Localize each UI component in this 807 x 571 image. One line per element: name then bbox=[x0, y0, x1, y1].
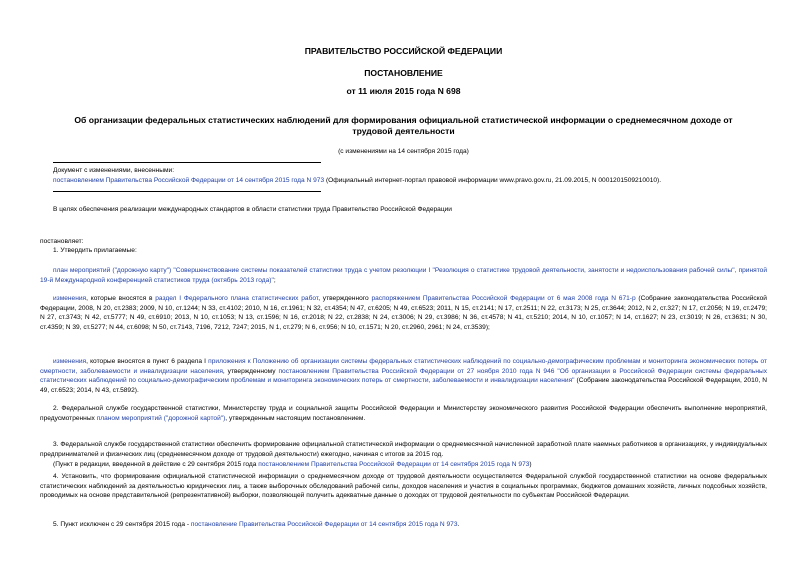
paragraph-1-intro: 1. Утвердить прилагаемые: bbox=[53, 247, 137, 254]
paragraph-1a bbox=[40, 266, 767, 285]
divider-top bbox=[53, 162, 321, 163]
paragraph-1b bbox=[40, 294, 767, 332]
paragraph-5-text: 5. Пункт исключен с 29 сентября 2015 года - bbox=[53, 521, 191, 528]
paragraph-3-note bbox=[53, 460, 767, 470]
decrees-word: постановляет: bbox=[40, 238, 84, 245]
order-671-link[interactable]: распоряжением Правительства Российской Федерации от 6 мая 2008 года N 671-р bbox=[371, 295, 636, 302]
paragraph-3-note-end: ) bbox=[529, 461, 532, 468]
paragraph-1c-t3: (Собрание законодательства Российской Федерации, 2010, N 49, ст.6523; 2014, N 43, ст.5892). bbox=[40, 377, 768, 394]
paragraph-1c-t2: , утвержденному bbox=[222, 367, 279, 375]
document-title: Об организации федеральных статистических наблюдений для формирования официальной статистической информации о среднемесячном доходе от трудовой деятельности bbox=[74, 115, 733, 136]
paragraph-1b-t1: , которые вносятся в bbox=[86, 295, 156, 302]
paragraph-2 bbox=[40, 404, 767, 423]
decree-946-link[interactable]: постановлением Правительства Российской Федерации от 27 ноября 2010 года N 946 "Об организации в Российской Федерации системы федеральных статистических наблюдений по социально-демографическим проблемам и мониторинга экономических потерь от смертности, заболеваемости и инвалидизации населения" bbox=[40, 367, 767, 384]
preamble: В целях обеспечения реализации международных стандартов в области статистики труда Правительство Российской Федерации bbox=[53, 206, 452, 213]
paragraph-2-t1: 2. Федеральной службе государственной статистики, Министерству труда и социальной защиты Российской Федерации и Министерству экономического развития Российской Федерации обеспечить выполнение мероприятий, предусмотренных bbox=[40, 405, 767, 422]
paragraph-2-t2: , утвержденным настоящим постановлением. bbox=[225, 414, 366, 422]
changes-line bbox=[53, 176, 767, 186]
changes-intro: Документ с изменениями, внесенными: bbox=[53, 167, 175, 174]
changes-block bbox=[53, 166, 767, 185]
paragraph-1b-t2: , утвержденного bbox=[318, 295, 372, 302]
amendment-note: (с изменениями на 14 сентября 2015 года) bbox=[338, 148, 469, 155]
document-type-heading: ПОСТАНОВЛЕНИЕ bbox=[364, 68, 443, 78]
federal-plan-link[interactable]: раздел I Федерального плана статистических работ bbox=[155, 295, 319, 302]
authority-heading: ПРАВИТЕЛЬСТВО РОССИЙСКОЙ ФЕДЕРАЦИИ bbox=[304, 46, 503, 56]
changes-link[interactable]: постановлением Правительства Российской Федерации от 14 сентября 2015 года N 973 bbox=[53, 176, 325, 184]
amendments-link-2[interactable]: изменения bbox=[53, 358, 87, 365]
paragraph-1a-end: ; bbox=[273, 276, 276, 284]
date-number-heading: от 11 июля 2015 года N 698 bbox=[346, 86, 461, 96]
annex-link[interactable]: приложения к Положению об организации системы федеральных статистических наблюдений по социально-демографическим проблемам и мониторинга экономических потерь от смертности, заболеваемости и инвалидизации населения bbox=[40, 358, 767, 375]
roadmap-link[interactable]: план мероприятий ("дорожную карту") "Совершенствование системы показателей статистики труда с учетом резолюции I "Резолюция о статистике трудовой деятельности, занятости и недоиспользования рабочей силы", принятой 19-й Международной конференцией статистиков труда (октябрь 2013 года)" bbox=[40, 267, 767, 284]
divider-bottom bbox=[53, 191, 321, 192]
paragraph-3-note-text: (Пункт в редакции, введенной в действие с 29 сентября 2015 года bbox=[53, 461, 259, 468]
paragraph-1c-t1: , которые вносятся в пункт 6 раздела I bbox=[86, 358, 209, 365]
paragraph-4: 4. Установить, что формирование официальной статистической информации о среднемесячном доходе от трудовой деятельности осуществляется Федеральной службой государственной статистики на основе федеральных статистических наблюдений за деятельностью юридических лиц, а также выборочных обследований рабочей силы, доходов населения и участия в социальных программах, бюджетов домашних хозяйств, личных подсобных хозяйств, проводимых на основе представительной (репрезентативной) выборки, позволяющей получить адекватные данные о доходах от трудовой деятельности по субъектам Российской Федерации. bbox=[40, 473, 767, 499]
roadmap-plan-link[interactable]: планом мероприятий ("дорожной картой") bbox=[96, 414, 226, 422]
amendments-link-1[interactable]: изменения bbox=[53, 295, 87, 302]
paragraph-5 bbox=[53, 520, 767, 530]
decree-973-link-2[interactable]: постановление Правительства Российской Федерации от 14 сентября 2015 года N 973 bbox=[190, 521, 458, 528]
paragraph-1b-t3: (Собрание законодательства Российской Федерации, 2008, N 20, ст.2383; 2009, N 10, ст.1244; N 33, ст.4102; 2010, N 16, ст.1961; N 32, ст.4354; N 47, ст.6205; N 49, ст.6523; 2011, N 15, ст.2141; N 17, ст.2511; N 22, ст.3173; N 25, ст.3644; 2012, N 2, ст.327; N 17, ст.2056; N 19, ст.2479; N 27, ст.3743; N 42, ст.5777; N 49, ст.6910; 2013, N 10, ст.1053; N 13, ст.1596; N 16, ст.2018; N 22, ст.2838; N 24, ст.3006; N 29, ст.3986; N 36, ст.4578; N 41, ст.5210; 2014, N 10, ст.1057; N 14, ст.1627; N 23, ст.3019; N 26, ст.3631; N 30, ст.4359; N 39, ст.5277; N 44, ст.6098; N 50, ст.7143, 7196, 7212, 7247; 2015, N 1, ст.279; N 6, ст.956; N 10, ст.1571; N 20, ст.2960, 2961; N 24, ст.3539); bbox=[40, 295, 767, 331]
decree-973-link-1[interactable]: постановлением Правительства Российской Федерации от 14 сентября 2015 года N 973 bbox=[258, 461, 530, 468]
changes-rest: (Официальный интернет-портал правовой информации www.pravo.gov.ru, 21.09.2015, N 0001201509210010). bbox=[324, 176, 662, 184]
paragraph-5-end: . bbox=[457, 521, 460, 528]
paragraph-3: 3. Федеральной службе государственной статистики обеспечить формирование официальной статистической информации о среднемесячной начисленной заработной плате наемных работников в организациях, у индивидуальных предпринимателей и физических лиц (среднемесячном доходе от трудовой деятельности) ежегодно, начиная с итогов за 2015 год. bbox=[40, 441, 767, 458]
paragraph-1c bbox=[40, 357, 767, 395]
